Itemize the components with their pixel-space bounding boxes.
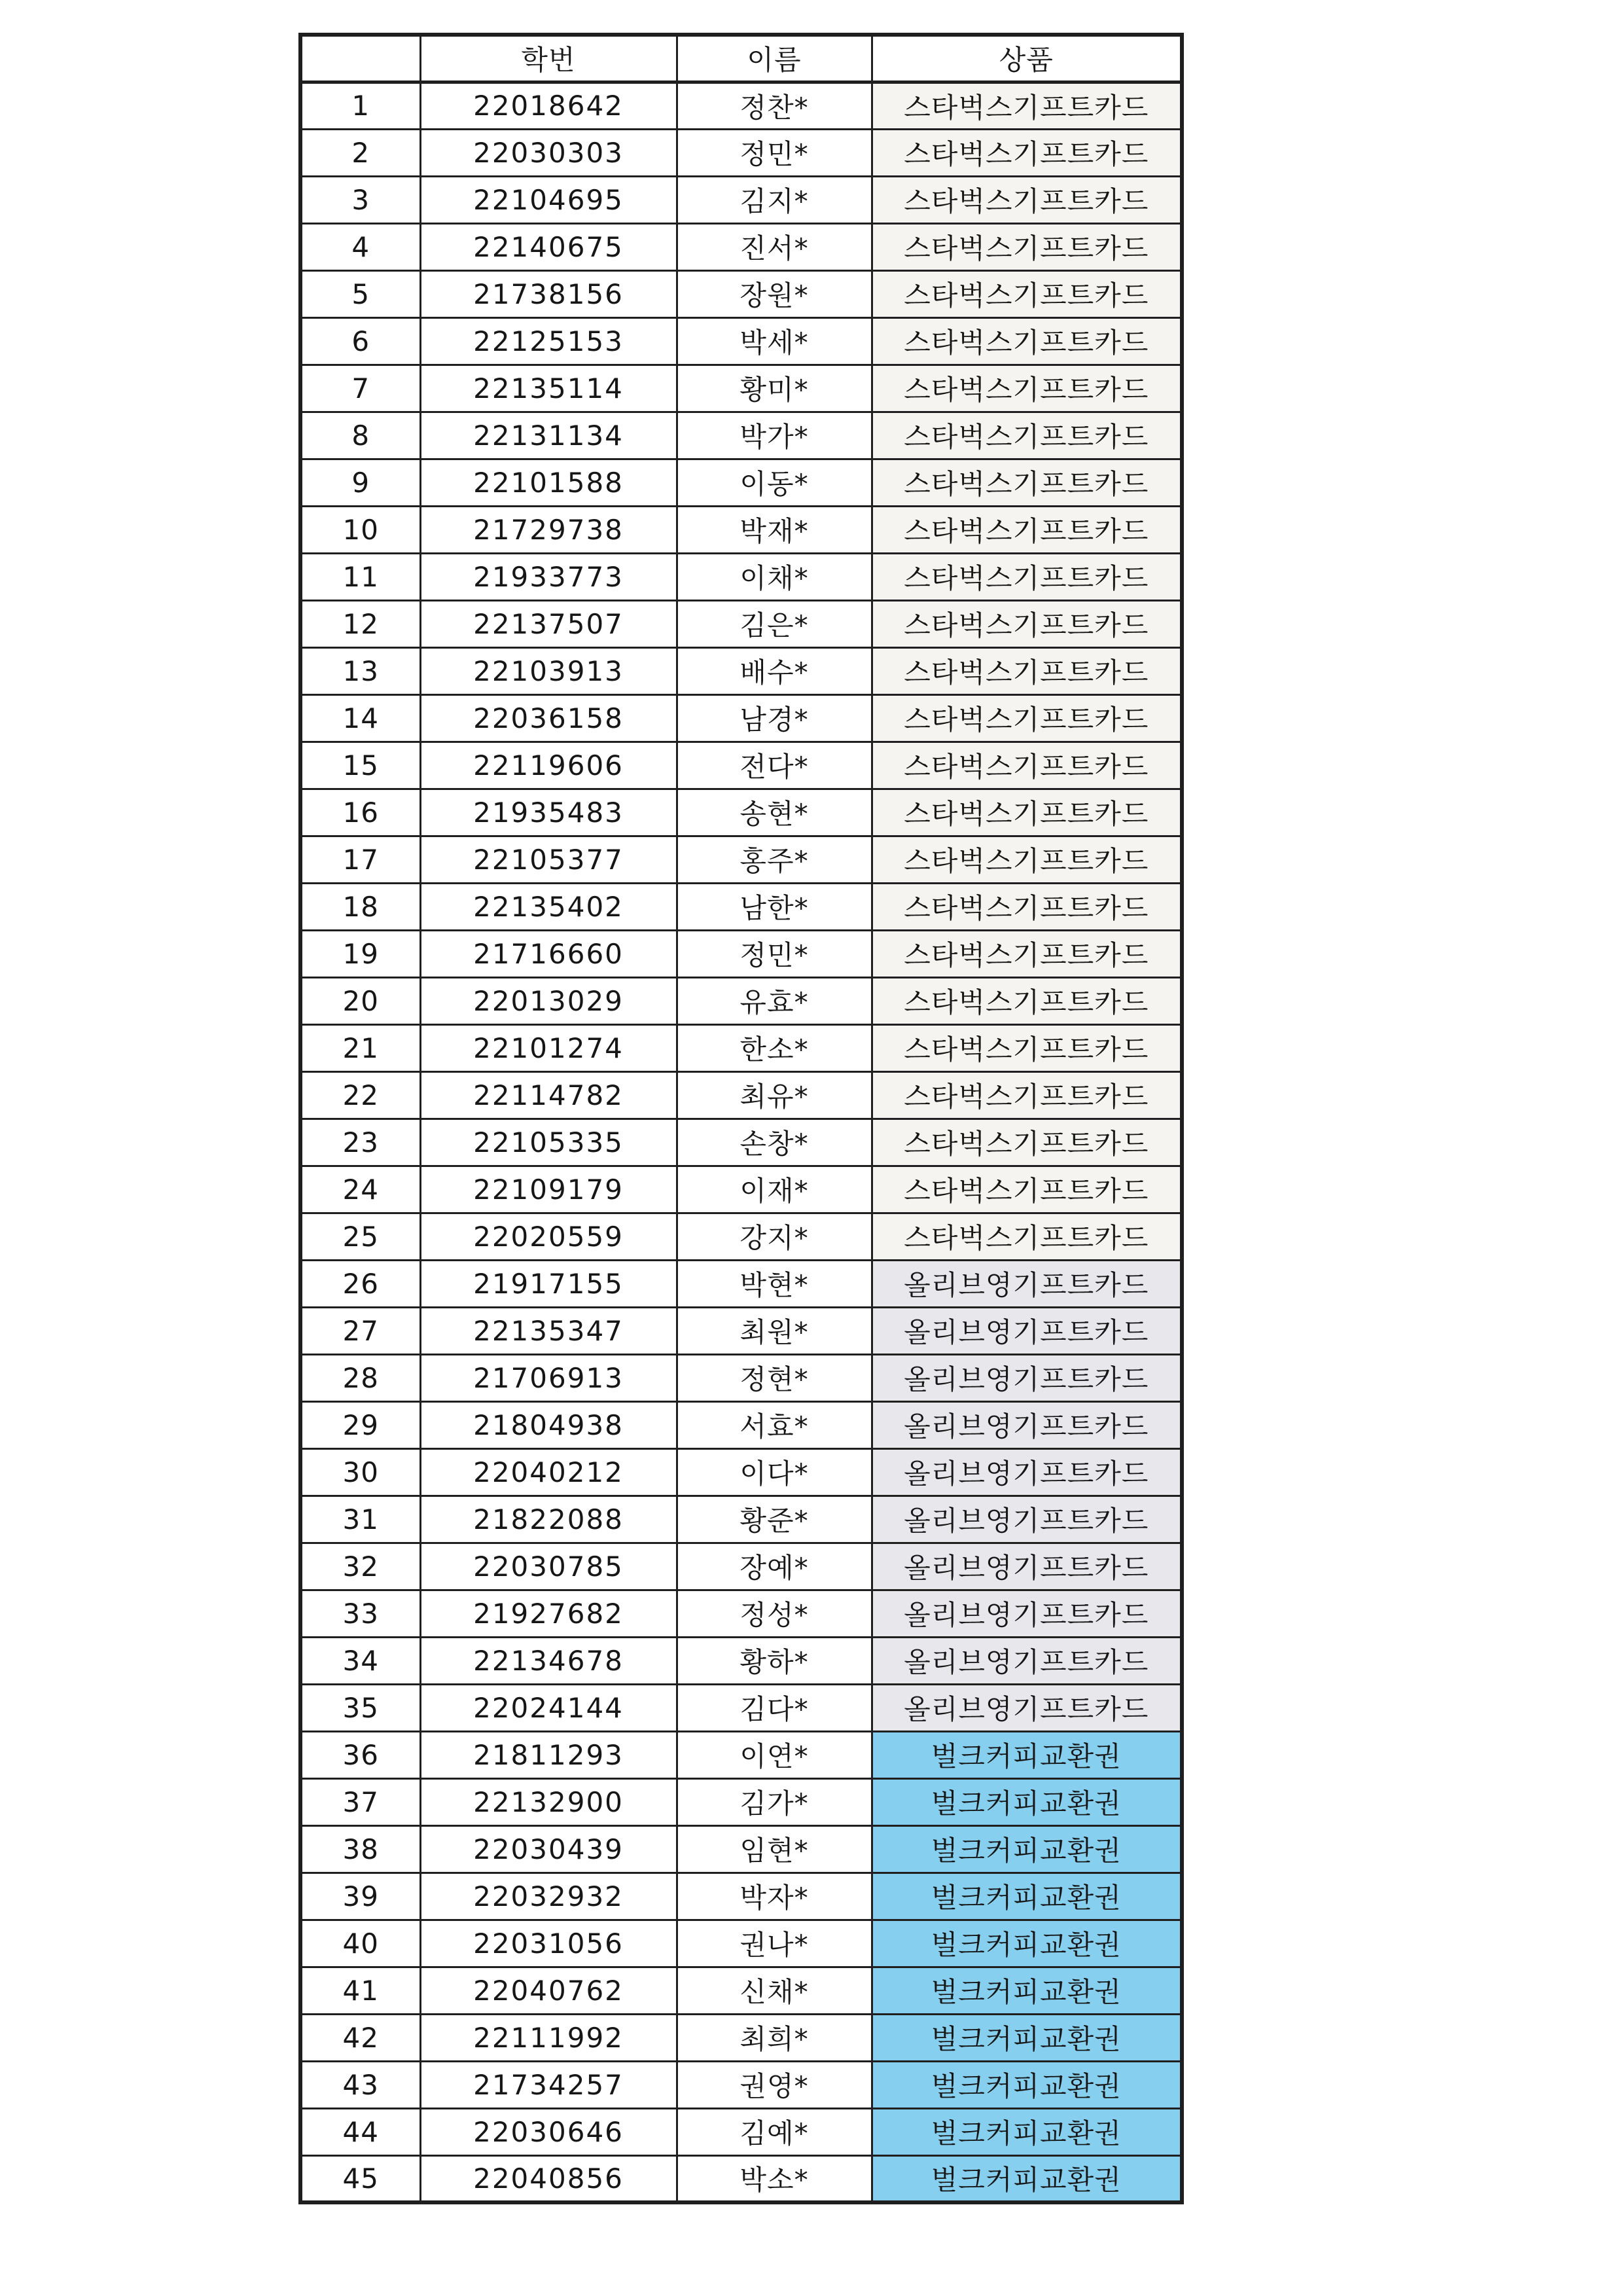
name-cell: 박가* — [677, 412, 872, 459]
header-row — [300, 35, 1182, 82]
table-row — [300, 2061, 1182, 2108]
table-row — [300, 270, 1182, 317]
table-row — [300, 1967, 1182, 2014]
student-id-cell: 22114782 — [420, 1071, 677, 1119]
column-header-student-id: 학번 — [420, 35, 677, 82]
student-id-cell: 22024144 — [420, 1684, 677, 1731]
name-cell: 진서* — [677, 223, 872, 270]
prize-cell: 올리브영기프트카드 — [872, 1637, 1182, 1684]
name-cell: 홍주* — [677, 836, 872, 883]
name-cell: 박소* — [677, 2155, 872, 2202]
prize-cell: 스타벅스기프트카드 — [872, 223, 1182, 270]
name-cell: 박자* — [677, 1873, 872, 1920]
name-cell: 정민* — [677, 930, 872, 977]
name-cell: 서효* — [677, 1401, 872, 1448]
prize-cell: 스타벅스기프트카드 — [872, 1024, 1182, 1071]
student-id-cell: 22103913 — [420, 647, 677, 694]
student-id-cell: 22105377 — [420, 836, 677, 883]
name-cell: 김가* — [677, 1778, 872, 1825]
prize-cell: 벌크커피교환권 — [872, 1825, 1182, 1873]
student-id-cell: 21822088 — [420, 1496, 677, 1543]
prize-cell: 스타벅스기프트카드 — [872, 789, 1182, 836]
prize-cell: 올리브영기프트카드 — [872, 1354, 1182, 1401]
prize-cell: 스타벅스기프트카드 — [872, 412, 1182, 459]
student-id-cell: 22104695 — [420, 176, 677, 223]
row-number-cell: 11 — [300, 553, 420, 600]
student-id-cell: 22101274 — [420, 1024, 677, 1071]
row-number-cell: 10 — [300, 506, 420, 553]
table-row — [300, 1920, 1182, 1967]
prize-cell: 올리브영기프트카드 — [872, 1307, 1182, 1354]
name-cell: 남경* — [677, 694, 872, 742]
table-row — [300, 977, 1182, 1024]
name-cell: 박현* — [677, 1260, 872, 1307]
column-header-index — [300, 35, 420, 82]
name-cell: 김다* — [677, 1684, 872, 1731]
name-cell: 김예* — [677, 2108, 872, 2155]
student-id-cell: 21917155 — [420, 1260, 677, 1307]
row-number-cell: 36 — [300, 1731, 420, 1778]
row-number-cell: 26 — [300, 1260, 420, 1307]
student-id-cell: 21734257 — [420, 2061, 677, 2108]
prize-cell: 벌크커피교환권 — [872, 2108, 1182, 2155]
name-cell: 최유* — [677, 1071, 872, 1119]
student-id-cell: 21729738 — [420, 506, 677, 553]
row-number-cell: 16 — [300, 789, 420, 836]
row-number-cell: 33 — [300, 1590, 420, 1637]
row-number-cell: 13 — [300, 647, 420, 694]
prize-cell: 스타벅스기프트카드 — [872, 365, 1182, 412]
student-id-cell: 22040212 — [420, 1448, 677, 1496]
prize-cell: 스타벅스기프트카드 — [872, 553, 1182, 600]
prize-cell: 벌크커피교환권 — [872, 2061, 1182, 2108]
row-number-cell: 32 — [300, 1543, 420, 1590]
row-number-cell: 24 — [300, 1166, 420, 1213]
row-number-cell: 22 — [300, 1071, 420, 1119]
student-id-cell: 21933773 — [420, 553, 677, 600]
prize-cell: 벌크커피교환권 — [872, 2155, 1182, 2202]
name-cell: 한소* — [677, 1024, 872, 1071]
row-number-cell: 14 — [300, 694, 420, 742]
prize-cell: 스타벅스기프트카드 — [872, 694, 1182, 742]
student-id-cell: 21811293 — [420, 1731, 677, 1778]
student-id-cell: 22137507 — [420, 600, 677, 647]
row-number-cell: 37 — [300, 1778, 420, 1825]
student-id-cell: 21716660 — [420, 930, 677, 977]
row-number-cell: 1 — [300, 82, 420, 129]
row-number-cell: 9 — [300, 459, 420, 506]
prize-cell: 스타벅스기프트카드 — [872, 647, 1182, 694]
row-number-cell: 43 — [300, 2061, 420, 2108]
student-id-cell: 22013029 — [420, 977, 677, 1024]
table-row — [300, 930, 1182, 977]
row-number-cell: 40 — [300, 1920, 420, 1967]
student-id-cell: 21706913 — [420, 1354, 677, 1401]
prize-cell: 올리브영기프트카드 — [872, 1543, 1182, 1590]
table-row — [300, 1825, 1182, 1873]
prize-cell: 스타벅스기프트카드 — [872, 883, 1182, 930]
name-cell: 정민* — [677, 129, 872, 176]
row-number-cell: 23 — [300, 1119, 420, 1166]
prize-cell: 스타벅스기프트카드 — [872, 977, 1182, 1024]
prize-cell: 올리브영기프트카드 — [872, 1590, 1182, 1637]
name-cell: 전다* — [677, 742, 872, 789]
row-number-cell: 17 — [300, 836, 420, 883]
table-row — [300, 223, 1182, 270]
student-id-cell: 21804938 — [420, 1401, 677, 1448]
prize-cell: 스타벅스기프트카드 — [872, 176, 1182, 223]
table-row — [300, 1213, 1182, 1260]
name-cell: 장예* — [677, 1543, 872, 1590]
row-number-cell: 25 — [300, 1213, 420, 1260]
winners-table — [298, 33, 1184, 2204]
table-row — [300, 1071, 1182, 1119]
name-cell: 박재* — [677, 506, 872, 553]
student-id-cell: 22135402 — [420, 883, 677, 930]
student-id-cell: 22140675 — [420, 223, 677, 270]
table-row — [300, 1401, 1182, 1448]
name-cell: 신채* — [677, 1967, 872, 2014]
row-number-cell: 21 — [300, 1024, 420, 1071]
table-row — [300, 2014, 1182, 2061]
row-number-cell: 44 — [300, 2108, 420, 2155]
row-number-cell: 6 — [300, 317, 420, 365]
name-cell: 송현* — [677, 789, 872, 836]
table-row — [300, 1354, 1182, 1401]
row-number-cell: 28 — [300, 1354, 420, 1401]
row-number-cell: 29 — [300, 1401, 420, 1448]
student-id-cell: 22111992 — [420, 2014, 677, 2061]
name-cell: 강지* — [677, 1213, 872, 1260]
table-row — [300, 1873, 1182, 1920]
table-row — [300, 317, 1182, 365]
table-row — [300, 647, 1182, 694]
name-cell: 임현* — [677, 1825, 872, 1873]
row-number-cell: 31 — [300, 1496, 420, 1543]
row-number-cell: 38 — [300, 1825, 420, 1873]
row-number-cell: 12 — [300, 600, 420, 647]
row-number-cell: 7 — [300, 365, 420, 412]
student-id-cell: 22020559 — [420, 1213, 677, 1260]
table-row — [300, 176, 1182, 223]
row-number-cell: 18 — [300, 883, 420, 930]
table-row — [300, 1637, 1182, 1684]
student-id-cell: 22135114 — [420, 365, 677, 412]
prize-cell: 스타벅스기프트카드 — [872, 459, 1182, 506]
table-row — [300, 1024, 1182, 1071]
table-row — [300, 2155, 1182, 2202]
student-id-cell: 22135347 — [420, 1307, 677, 1354]
row-number-cell: 30 — [300, 1448, 420, 1496]
name-cell: 권나* — [677, 1920, 872, 1967]
name-cell: 남한* — [677, 883, 872, 930]
name-cell: 이다* — [677, 1448, 872, 1496]
prize-cell: 스타벅스기프트카드 — [872, 930, 1182, 977]
row-number-cell: 20 — [300, 977, 420, 1024]
table-row — [300, 1731, 1182, 1778]
table-row — [300, 2108, 1182, 2155]
name-cell: 정찬* — [677, 82, 872, 129]
column-header-prize: 상품 — [872, 35, 1182, 82]
table-row — [300, 1307, 1182, 1354]
name-cell: 이동* — [677, 459, 872, 506]
table-row — [300, 1448, 1182, 1496]
prize-cell: 올리브영기프트카드 — [872, 1260, 1182, 1307]
prize-cell: 스타벅스기프트카드 — [872, 1166, 1182, 1213]
student-id-cell: 22132900 — [420, 1778, 677, 1825]
student-id-cell: 22125153 — [420, 317, 677, 365]
student-id-cell: 22030303 — [420, 129, 677, 176]
prize-cell: 벌크커피교환권 — [872, 1967, 1182, 2014]
table-row — [300, 129, 1182, 176]
name-cell: 정현* — [677, 1354, 872, 1401]
row-number-cell: 19 — [300, 930, 420, 977]
table-row — [300, 82, 1182, 129]
table-row — [300, 1684, 1182, 1731]
table-row — [300, 883, 1182, 930]
name-cell: 이연* — [677, 1731, 872, 1778]
row-number-cell: 27 — [300, 1307, 420, 1354]
row-number-cell: 8 — [300, 412, 420, 459]
prize-cell: 올리브영기프트카드 — [872, 1684, 1182, 1731]
student-id-cell: 21738156 — [420, 270, 677, 317]
table-row — [300, 1260, 1182, 1307]
prize-cell: 올리브영기프트카드 — [872, 1496, 1182, 1543]
table-row — [300, 1119, 1182, 1166]
table-row — [300, 789, 1182, 836]
name-cell: 배수* — [677, 647, 872, 694]
row-number-cell: 41 — [300, 1967, 420, 2014]
row-number-cell: 34 — [300, 1637, 420, 1684]
name-cell: 장원* — [677, 270, 872, 317]
prize-cell: 스타벅스기프트카드 — [872, 600, 1182, 647]
name-cell: 박세* — [677, 317, 872, 365]
prize-cell: 스타벅스기프트카드 — [872, 506, 1182, 553]
prize-cell: 스타벅스기프트카드 — [872, 1071, 1182, 1119]
prize-cell: 스타벅스기프트카드 — [872, 129, 1182, 176]
row-number-cell: 4 — [300, 223, 420, 270]
student-id-cell: 22036158 — [420, 694, 677, 742]
prize-cell: 벌크커피교환권 — [872, 1873, 1182, 1920]
name-cell: 황준* — [677, 1496, 872, 1543]
name-cell: 김지* — [677, 176, 872, 223]
table-row — [300, 1543, 1182, 1590]
student-id-cell: 22040762 — [420, 1967, 677, 2014]
prize-cell: 올리브영기프트카드 — [872, 1448, 1182, 1496]
prize-cell: 스타벅스기프트카드 — [872, 82, 1182, 129]
table-row — [300, 506, 1182, 553]
name-cell: 권영* — [677, 2061, 872, 2108]
student-id-cell: 22105335 — [420, 1119, 677, 1166]
student-id-cell: 22109179 — [420, 1166, 677, 1213]
row-number-cell: 42 — [300, 2014, 420, 2061]
prize-cell: 벌크커피교환권 — [872, 1920, 1182, 1967]
table-body — [300, 82, 1182, 2202]
column-header-name: 이름 — [677, 35, 872, 82]
name-cell: 이채* — [677, 553, 872, 600]
prize-cell: 스타벅스기프트카드 — [872, 1213, 1182, 1260]
row-number-cell: 3 — [300, 176, 420, 223]
table-row — [300, 412, 1182, 459]
student-id-cell: 22031056 — [420, 1920, 677, 1967]
student-id-cell: 21927682 — [420, 1590, 677, 1637]
table-row — [300, 553, 1182, 600]
name-cell: 황미* — [677, 365, 872, 412]
table-row — [300, 836, 1182, 883]
prize-cell: 스타벅스기프트카드 — [872, 317, 1182, 365]
prize-cell: 올리브영기프트카드 — [872, 1401, 1182, 1448]
prize-cell: 벌크커피교환권 — [872, 1731, 1182, 1778]
prize-cell: 스타벅스기프트카드 — [872, 836, 1182, 883]
row-number-cell: 35 — [300, 1684, 420, 1731]
student-id-cell: 22030439 — [420, 1825, 677, 1873]
table-row — [300, 1778, 1182, 1825]
student-id-cell: 22131134 — [420, 412, 677, 459]
name-cell: 정성* — [677, 1590, 872, 1637]
table-row — [300, 1590, 1182, 1637]
name-cell: 최희* — [677, 2014, 872, 2061]
name-cell: 손창* — [677, 1119, 872, 1166]
table-row — [300, 694, 1182, 742]
row-number-cell: 45 — [300, 2155, 420, 2202]
name-cell: 김은* — [677, 600, 872, 647]
student-id-cell: 22134678 — [420, 1637, 677, 1684]
table-row — [300, 742, 1182, 789]
prize-cell: 벌크커피교환권 — [872, 2014, 1182, 2061]
table-row — [300, 459, 1182, 506]
student-id-cell: 22018642 — [420, 82, 677, 129]
student-id-cell: 21935483 — [420, 789, 677, 836]
name-cell: 이재* — [677, 1166, 872, 1213]
name-cell: 유효* — [677, 977, 872, 1024]
student-id-cell: 22119606 — [420, 742, 677, 789]
row-number-cell: 15 — [300, 742, 420, 789]
name-cell: 황하* — [677, 1637, 872, 1684]
table-row — [300, 365, 1182, 412]
table-row — [300, 600, 1182, 647]
prize-cell: 벌크커피교환권 — [872, 1778, 1182, 1825]
student-id-cell: 22032932 — [420, 1873, 677, 1920]
table-row — [300, 1496, 1182, 1543]
student-id-cell: 22040856 — [420, 2155, 677, 2202]
student-id-cell: 22030785 — [420, 1543, 677, 1590]
prize-cell: 스타벅스기프트카드 — [872, 270, 1182, 317]
prize-cell: 스타벅스기프트카드 — [872, 742, 1182, 789]
row-number-cell: 5 — [300, 270, 420, 317]
table-row — [300, 1166, 1182, 1213]
student-id-cell: 22030646 — [420, 2108, 677, 2155]
row-number-cell: 2 — [300, 129, 420, 176]
name-cell: 최원* — [677, 1307, 872, 1354]
prize-cell: 스타벅스기프트카드 — [872, 1119, 1182, 1166]
row-number-cell: 39 — [300, 1873, 420, 1920]
student-id-cell: 22101588 — [420, 459, 677, 506]
